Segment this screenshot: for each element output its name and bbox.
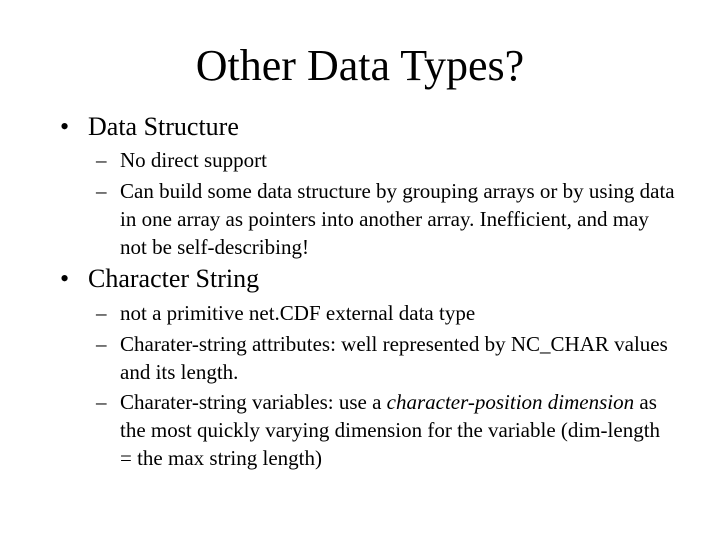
bullet-heading: Character String xyxy=(88,264,260,293)
dash-icon: – xyxy=(96,179,107,203)
sub-bullet-text: Can build some data structure by grouping arrays or by using data in one array as pointers into another array. Inefficient, and may not be self-describing! xyxy=(120,179,675,259)
sub-bullet-text: No direct support xyxy=(120,148,267,172)
sub-bullet-string-attributes xyxy=(96,330,676,386)
sub-bullet-no-direct-support xyxy=(96,146,676,174)
dash-icon: – xyxy=(96,301,107,325)
dash-icon: – xyxy=(96,148,107,172)
sub-bullet-build-structure xyxy=(96,177,676,261)
bullet-icon: • xyxy=(60,112,70,141)
sub-bullet-text: not a primitive net.CDF external data type xyxy=(120,301,476,325)
text-suffix: as the most quickly varying dimension for the variable (dim-length = the max string length) xyxy=(120,390,661,470)
sub-bullet-not-primitive xyxy=(96,299,676,327)
sub-bullet-text: Charater-string attributes: well represented by NC_CHAR values and its length. xyxy=(120,332,668,384)
bullet-icon: • xyxy=(60,264,70,293)
sub-bullet-text xyxy=(120,388,676,472)
bullet-heading: Data Structure xyxy=(88,112,239,141)
slide-title: Other Data Types? xyxy=(195,41,525,90)
dash-icon: – xyxy=(96,332,107,356)
text-prefix: Charater-string variables: use a xyxy=(120,390,387,414)
sub-bullet-string-variables xyxy=(96,388,676,472)
dash-icon: – xyxy=(96,390,107,414)
emphasized-term: character-position dimension xyxy=(386,390,635,414)
